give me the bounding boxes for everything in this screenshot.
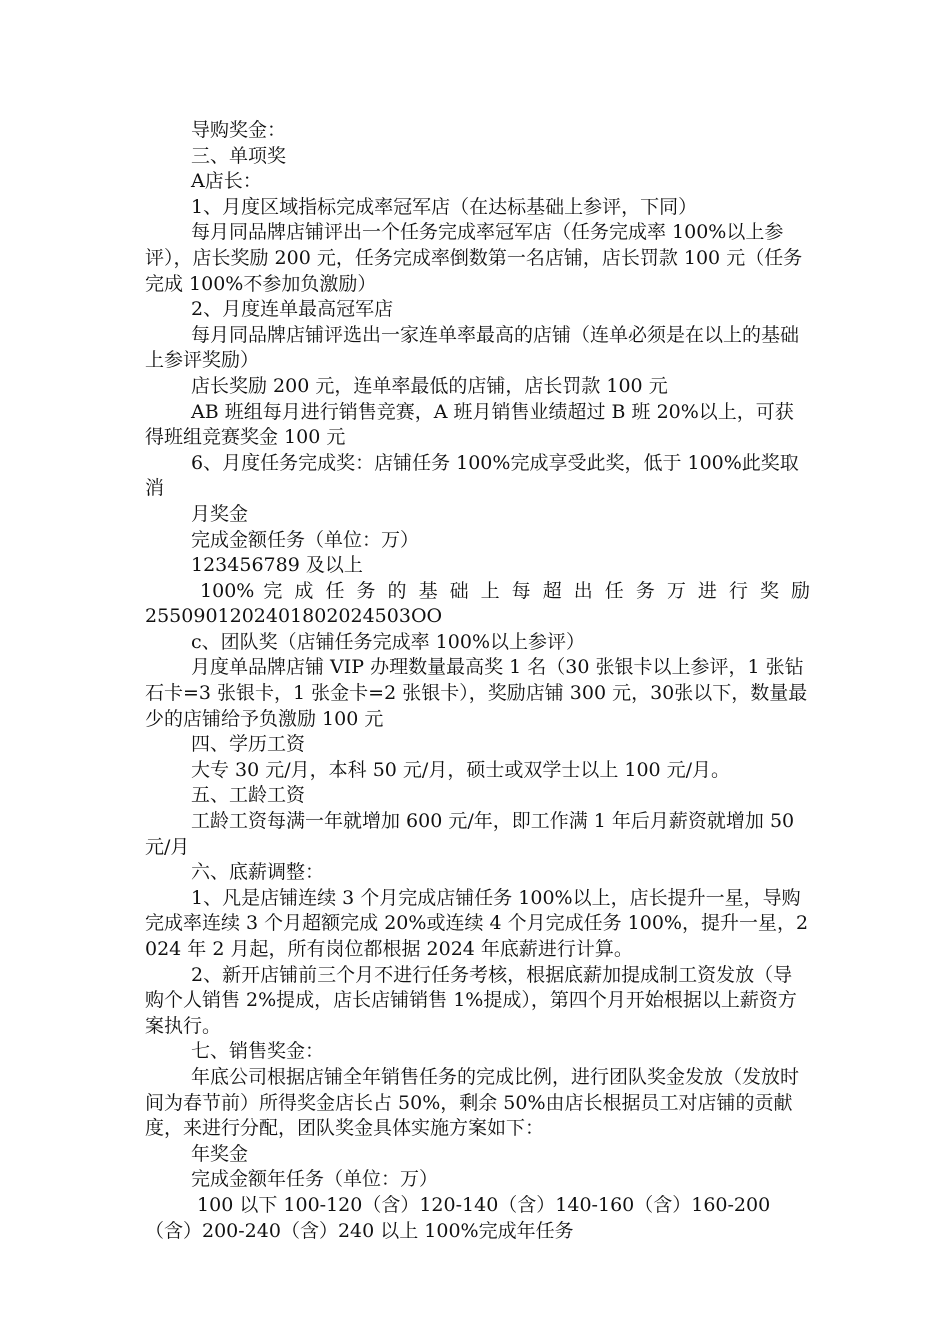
document-page xyxy=(145,118,810,1244)
item-monthly-champion-store: 1、月度区域指标完成率冠军店（在达标基础上参评，下同） xyxy=(191,195,698,218)
paragraph-seniority-pay: 工龄工资每满一年就增加 600 元/年，即工作满 1 年后月薪资就增加 50 元/月 xyxy=(145,810,801,858)
label-task-amount-unit: 完成金额任务（单位：万） xyxy=(191,528,420,551)
heading-guide-bonus: 导购奖金： xyxy=(191,119,287,141)
item-monthly-joint-order-champion: 2、月度连单最高冠军店 xyxy=(191,298,394,321)
section-title-single-awards: 三、单项奖 xyxy=(191,144,287,167)
item-team-award: c、团队奖（店铺任务完成率 100%以上参评） xyxy=(191,630,586,653)
label-annual-bonus: 年奖金 xyxy=(191,1142,249,1165)
paragraph-joint-order-rules: 每月同品牌店铺评选出一家连单率最高的店铺（连单必须是在以上的基础上参评奖励） xyxy=(145,323,800,372)
paragraph-star-promotion: 1、凡是店铺连续 3 个月完成店铺任务 100%以上，店长提升一星，导购完成率连续 3 个月超额完成 20%或连续 4 个月完成任务 100%，提升一星，2024 年 2 月起，所有岗位都根据 2024 年底薪进行计算。 xyxy=(145,886,809,960)
paragraph-annual-team-bonus: 年底公司根据店铺全年销售任务的完成比例，进行团队奖金发放（发放时间为春节前）所得奖金店长占 50%，剩余 50%由店长根据员工对店铺的贡献度，来进行分配，团队奖金具体实施方案如下： xyxy=(145,1065,800,1140)
section-title-education-pay: 四、学历工资 xyxy=(191,733,306,756)
paragraph-shift-competition: AB 班组每月进行销售竞赛，A 班月销售业绩超过 B 班 20%以上，可获得班组竞赛奖金 100 元 xyxy=(145,400,794,449)
section-title-seniority-pay: 五、工龄工资 xyxy=(191,784,306,807)
row-task-tiers: 123456789 及以上 xyxy=(191,554,363,577)
subsection-store-manager: A店长： xyxy=(191,170,262,193)
paragraph-excess-reward: 100% 完 成 任 务 的 基 础 上 每 超 出 任 务 万 进 行 奖 励 xyxy=(191,579,810,602)
section-title-sales-bonus: 七、销售奖金： xyxy=(191,1040,325,1063)
label-annual-task-unit: 完成金额年任务（单位：万） xyxy=(191,1168,439,1191)
paragraph-new-store-rules: 2、新开店铺前三个月不进行任务考核，根据底薪加提成制工资发放（导购个人销售 2%提成，店长店铺销售 1%提成），第四个月开始根据以上薪资方案执行。 xyxy=(145,963,797,1037)
row-annual-tiers: 100 以下 100-120（含）120-140（含）140-160（含）160-200（含）200-240（含）240 以上 100%完成年任务 xyxy=(145,1193,771,1242)
paragraph-education-pay: 大专 30 元/月，本科 50 元/月，硕士或双学士以上 100 元/月。 xyxy=(191,758,731,781)
section-title-base-salary-adjustment: 六、底薪调整： xyxy=(191,861,325,884)
paragraph-champion-store-rules: 每月同品牌店铺评出一个任务完成率冠军店（任务完成率 100%以上参评），店长奖励 200 元，任务完成率倒数第一名店铺，店长罚款 100 元（任务完成 100%不参加负激励） xyxy=(145,221,803,295)
paragraph-vip-award: 月度单品牌店铺 VIP 办理数量最高奖 1 名（30 张银卡以上参评，1 张钻石卡=3 张银卡，1 张金卡=2 张银卡），奖励店铺 300 元，30张以下，数量最少的店铺给予负激励 100 元 xyxy=(145,656,808,730)
paragraph-manager-reward: 店长奖励 200 元，连单率最低的店铺，店长罚款 100 元 xyxy=(191,374,668,397)
row-reward-values: 2550901202401802024503OO xyxy=(145,605,443,628)
label-monthly-bonus: 月奖金 xyxy=(191,502,249,525)
item-monthly-task-award: 6、月度任务完成奖：店铺任务 100%完成享受此奖，低于 100%此奖取消 xyxy=(145,451,799,500)
